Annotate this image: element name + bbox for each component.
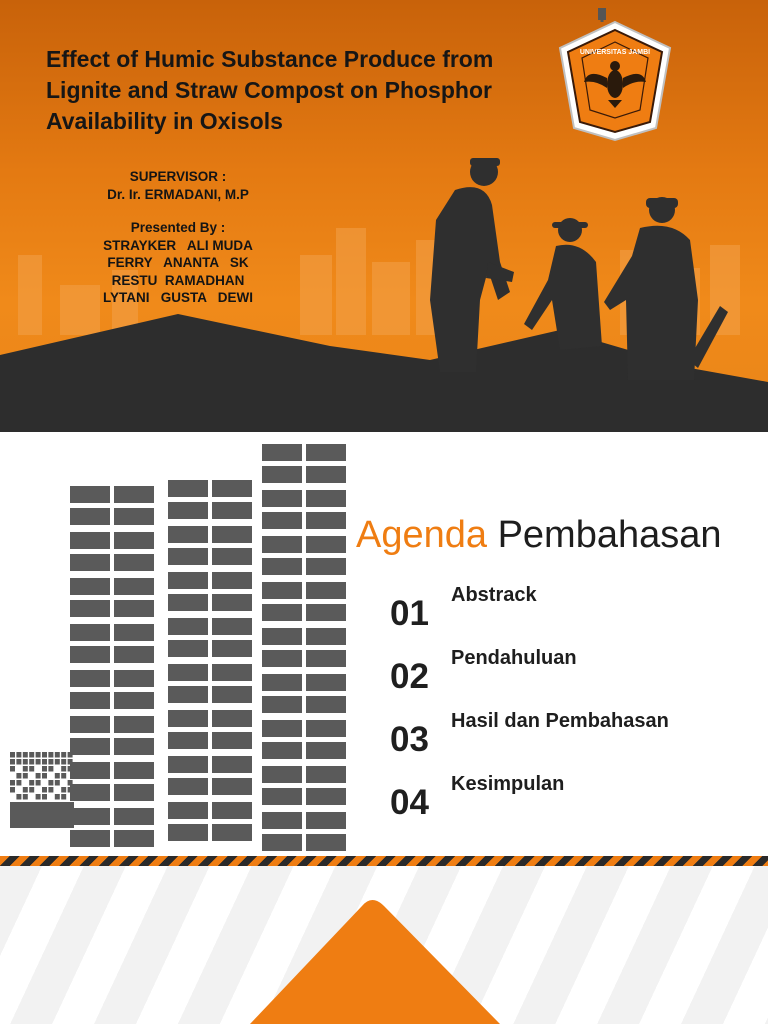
brick (114, 670, 154, 687)
window-cell (29, 752, 34, 758)
window-cell (16, 752, 21, 758)
window-cell (42, 766, 47, 772)
brick (70, 624, 110, 641)
brick (114, 624, 154, 641)
brick (306, 466, 346, 483)
brick (306, 650, 346, 667)
window-cell (61, 794, 66, 800)
university-logo (552, 8, 678, 142)
brick (262, 466, 302, 483)
brick (262, 812, 302, 829)
window-cell (42, 787, 47, 793)
brick (212, 640, 252, 657)
brick (114, 578, 154, 595)
brick (70, 670, 110, 687)
agenda-item (390, 710, 750, 760)
window-cell (10, 752, 15, 758)
window-cell (61, 773, 66, 779)
agenda-item (390, 584, 750, 634)
supervisor-label: SUPERVISOR : (129, 169, 227, 184)
window-cell (29, 787, 34, 793)
window-cell (16, 773, 21, 779)
svg-text:UNIVERSITAS JAMBI: UNIVERSITAS JAMBI (579, 49, 651, 56)
presented-by-label: Presented By : (130, 220, 226, 235)
brick (306, 604, 346, 621)
brick (168, 548, 208, 565)
agenda-label: Pendahuluan (451, 647, 577, 669)
brick (114, 600, 154, 617)
brick (262, 742, 302, 759)
brick (114, 508, 154, 525)
brick (212, 594, 252, 611)
window-cell (55, 794, 60, 800)
presenter-name: FERRY ANANTA SK (107, 255, 249, 270)
brick (262, 604, 302, 621)
brick (70, 600, 110, 617)
supervisor-name: Dr. Ir. ERMADANI, M.P (107, 186, 249, 202)
brick (306, 628, 346, 645)
brick (168, 572, 208, 589)
window-cell (61, 759, 66, 765)
agenda-title (356, 512, 722, 558)
brick (168, 502, 208, 519)
brick (168, 664, 208, 681)
window-cell (68, 752, 73, 758)
brick (70, 830, 110, 847)
brick (306, 558, 346, 575)
window-cell (23, 794, 28, 800)
window-cell (42, 794, 47, 800)
credits-block (80, 168, 276, 307)
brick (168, 526, 208, 543)
window-cell (48, 766, 53, 772)
window-cell (55, 773, 60, 779)
brick (70, 532, 110, 549)
brick (168, 778, 208, 795)
brick (306, 582, 346, 599)
brick (70, 784, 110, 801)
brick (212, 548, 252, 565)
window-cell (61, 766, 66, 772)
window-cell (48, 752, 53, 758)
agenda-number: 01 (390, 594, 429, 633)
brick (70, 738, 110, 755)
brick (212, 710, 252, 727)
agenda-number: 02 (390, 657, 429, 696)
agenda-label: Abstrack (451, 584, 537, 606)
brick (70, 578, 110, 595)
window-cell (29, 759, 34, 765)
window-cell (10, 759, 15, 765)
agenda-item (390, 647, 750, 697)
window-cell (16, 780, 21, 786)
presenter-name: RESTU RAMADHAN (111, 272, 245, 288)
window-cell (10, 780, 15, 786)
brick (212, 756, 252, 773)
window-cell (36, 759, 41, 765)
brick (306, 512, 346, 529)
brick (114, 486, 154, 503)
brick (114, 554, 154, 571)
window-cell (36, 773, 41, 779)
brick (114, 784, 154, 801)
brick (70, 508, 110, 525)
title-line: Availability in Oxisols (46, 108, 283, 134)
brick (262, 490, 302, 507)
brick (212, 778, 252, 795)
brick (212, 572, 252, 589)
agenda-label: Kesimpulan (451, 773, 565, 795)
brick (168, 824, 208, 841)
window-cell (55, 752, 60, 758)
brick (114, 830, 154, 847)
window-cell (55, 759, 60, 765)
window-cell (68, 759, 73, 765)
brick (114, 692, 154, 709)
brick (306, 834, 346, 851)
window-cell (10, 787, 15, 793)
building-blocks-graphic (0, 432, 360, 856)
brick (262, 558, 302, 575)
brick (168, 756, 208, 773)
agenda-title-rest: Pembahasan (497, 514, 722, 556)
brick (262, 696, 302, 713)
agenda-item (390, 773, 750, 823)
window-cell (23, 773, 28, 779)
title-line: Effect of Humic Substance Produce from (46, 46, 494, 72)
brick (168, 686, 208, 703)
brick (262, 628, 302, 645)
brick (212, 618, 252, 635)
brick (306, 490, 346, 507)
window-cell (42, 759, 47, 765)
hazard-stripe-band (0, 856, 768, 866)
window-cell (10, 766, 15, 772)
brick (212, 526, 252, 543)
brick (306, 766, 346, 783)
brick (114, 808, 154, 825)
brick (262, 650, 302, 667)
window-cell (68, 787, 73, 793)
brick (70, 486, 110, 503)
window-cell (36, 780, 41, 786)
brick (262, 834, 302, 851)
title-line: Lignite and Straw Compost on Phosphor (46, 77, 492, 103)
brick (70, 716, 110, 733)
brick (168, 732, 208, 749)
brick (168, 802, 208, 819)
brick (212, 824, 252, 841)
orange-triangle-shape (0, 866, 768, 1024)
brick (114, 646, 154, 663)
agenda-number: 04 (390, 783, 429, 822)
brick (168, 594, 208, 611)
brick (114, 532, 154, 549)
brick (306, 674, 346, 691)
window-cell (42, 752, 47, 758)
brick (212, 480, 252, 497)
window-cell (29, 780, 34, 786)
agenda-title-accent: Agenda (356, 514, 488, 556)
brick (262, 674, 302, 691)
window-cell (48, 787, 53, 793)
brick (306, 742, 346, 759)
brick (212, 732, 252, 749)
window-cell (29, 766, 34, 772)
brick (70, 808, 110, 825)
brick (306, 788, 346, 805)
window-cell (68, 780, 73, 786)
agenda-label: Hasil dan Pembahasan (451, 710, 669, 732)
brick (114, 738, 154, 755)
brick (70, 762, 110, 779)
presentation-title (46, 44, 556, 137)
window-cell (16, 794, 21, 800)
cover-slide (0, 0, 768, 432)
window-cell (23, 787, 28, 793)
window-cell (61, 752, 66, 758)
agenda-number: 03 (390, 720, 429, 759)
window-cell (16, 759, 21, 765)
brick (114, 716, 154, 733)
brick (168, 480, 208, 497)
brick (168, 618, 208, 635)
presenter-name: STRAYKER ALI MUDA (103, 237, 253, 253)
window-cell (23, 752, 28, 758)
brick (212, 664, 252, 681)
brick (70, 692, 110, 709)
brick (168, 710, 208, 727)
agenda-slide (0, 432, 768, 856)
brick (70, 646, 110, 663)
window-cell (68, 766, 73, 772)
brick (306, 720, 346, 737)
brick (262, 536, 302, 553)
window-cell (36, 752, 41, 758)
brick (306, 696, 346, 713)
brick (262, 766, 302, 783)
window-cell (61, 787, 66, 793)
brick (306, 444, 346, 461)
brick (262, 720, 302, 737)
window-cell (23, 759, 28, 765)
brick (262, 512, 302, 529)
brick (10, 802, 74, 828)
window-cell (23, 766, 28, 772)
brick (306, 536, 346, 553)
brick (212, 686, 252, 703)
brick (306, 812, 346, 829)
workers-silhouette (430, 158, 728, 380)
brick (212, 502, 252, 519)
window-cell (42, 773, 47, 779)
next-slide-preview (0, 866, 768, 1024)
brick (212, 802, 252, 819)
brick (114, 762, 154, 779)
presenter-name: LYTANI GUSTA DEWI (102, 290, 253, 305)
brick (262, 788, 302, 805)
window-cell (36, 794, 41, 800)
brick (70, 554, 110, 571)
brick (262, 444, 302, 461)
brick (262, 582, 302, 599)
window-cell (48, 780, 53, 786)
brick (168, 640, 208, 657)
window-cell (48, 759, 53, 765)
window-cell (55, 780, 60, 786)
